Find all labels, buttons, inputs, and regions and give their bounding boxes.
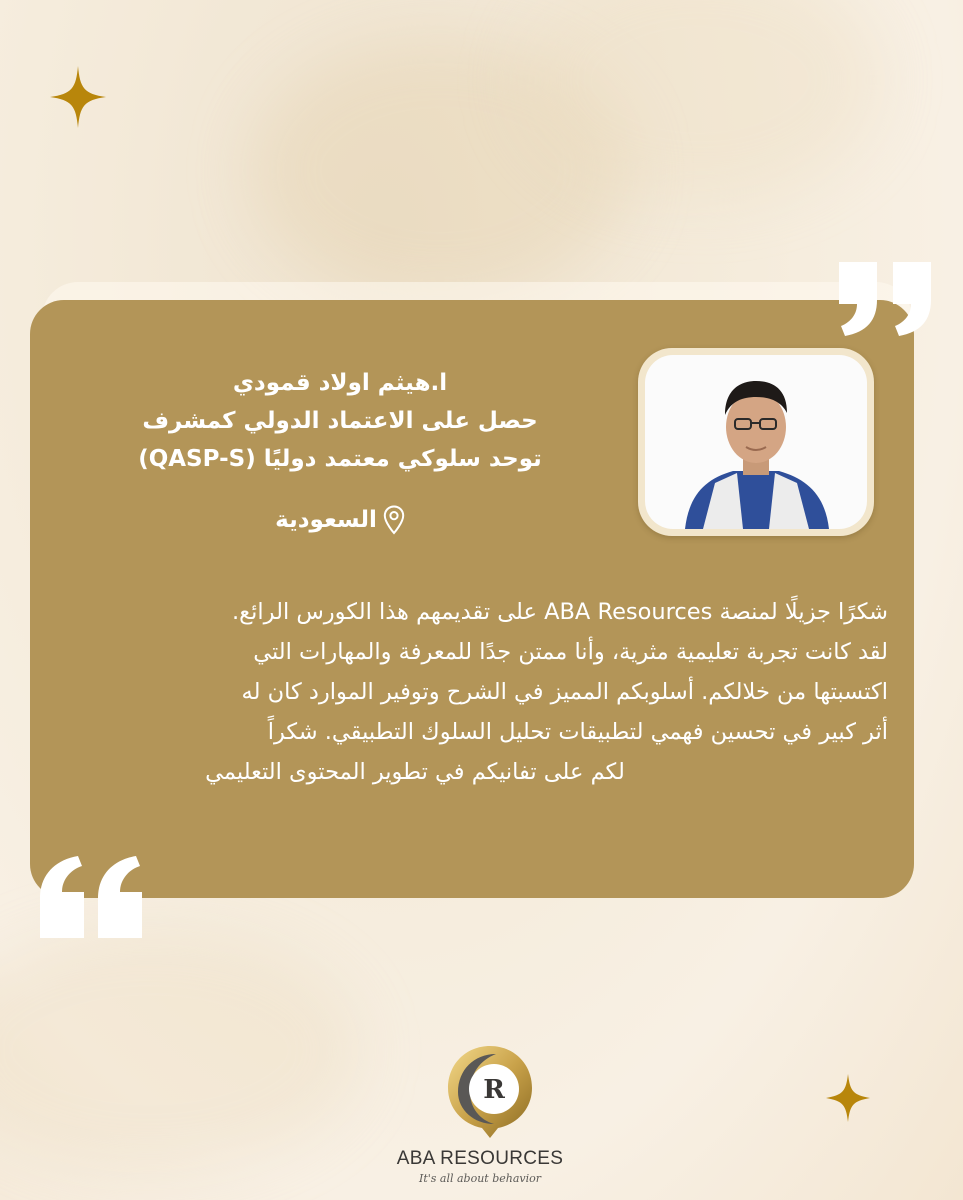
sparkle-icon [50,66,106,128]
svg-text:R: R [483,1075,505,1105]
body-line: اكتسبتها من خلالكم. أسلوبكم المميز في الشرح وتوفير الموارد كان له [241,679,888,705]
location-pin-icon [383,505,405,535]
achievement-line-2: توحد سلوكي معتمد دوليًا (QASP-S) [138,446,542,472]
brand-name: ABA RESOURCES [396,1148,564,1169]
body-line: شكرًا جزيلًا لمنصة ABA Resources على تقديمهم هذا الكورس الرائع. [232,599,888,625]
achievement-line-1: حصل على الاعتماد الدولي كمشرف [142,408,538,434]
background-blob [0,930,360,1170]
body-line: لقد كانت تجربة تعليمية مثرية، وأنا ممتن جدًا للمعرفة والمهارات التي [253,639,888,665]
testimonial-header [90,364,590,478]
quote-close-icon [833,258,937,338]
aba-logo-icon [440,1040,540,1140]
quote-open-icon [38,852,150,942]
location-label: السعودية [275,507,377,533]
body-line: أثر كبير في تحسين فهمي لتطبيقات تحليل السلوك التطبيقي. شكراً [267,719,888,745]
brand-tagline: It's all about behavior [418,1172,542,1185]
testimonial-body [52,592,888,792]
sparkle-icon [826,1074,870,1122]
body-line: لكم على تفانيكم في تطوير المحتوى التعليمي [205,759,625,785]
profile-photo [645,355,867,529]
profile-photo-frame [638,348,874,536]
person-name: ا.هيثم اولاد قمودي [232,370,448,396]
location-row [230,500,450,540]
